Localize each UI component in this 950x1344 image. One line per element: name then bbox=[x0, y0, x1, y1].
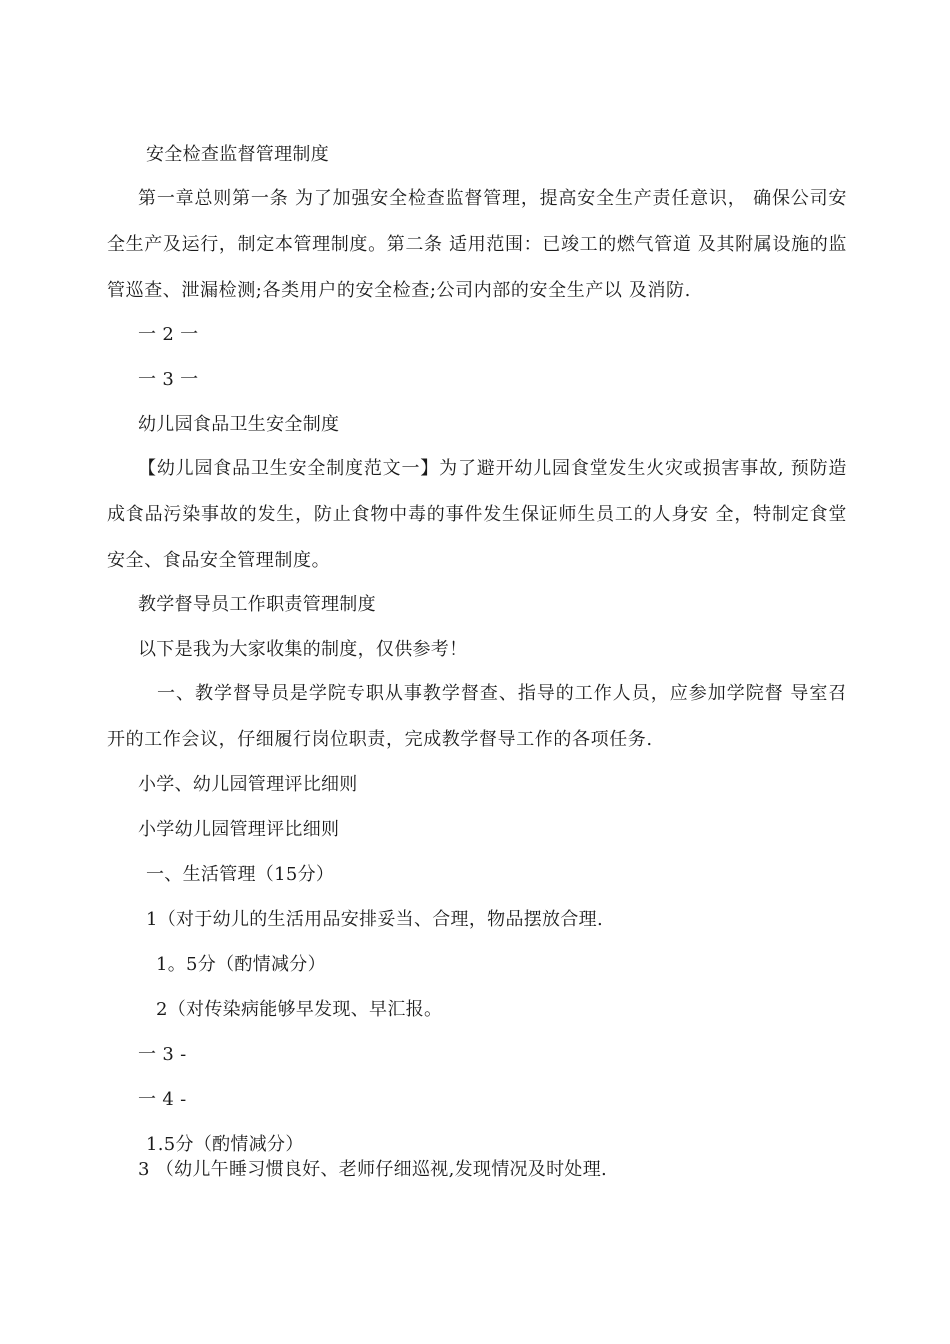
section-life-management: 一、生活管理（15分） bbox=[146, 864, 335, 885]
page-number-4: 一 4 - bbox=[138, 1089, 187, 1110]
item-1-score: 1。5分（酌情减分） bbox=[156, 954, 326, 975]
heading-teaching-supervisor: 教学督导员工作职责管理制度 bbox=[138, 594, 376, 615]
subheading-management-rules: 小学幼儿园管理评比细则 bbox=[138, 819, 340, 840]
heading-management-rules: 小学、幼儿园管理评比细则 bbox=[138, 774, 358, 795]
item-2-infectious-disease: 2（对传染病能够早发现、早汇报。 bbox=[156, 999, 443, 1020]
page-number-3: 一 3 一 bbox=[138, 369, 199, 390]
page-number-3b: 一 3 - bbox=[138, 1044, 187, 1065]
page-number-2: 一 2 一 bbox=[138, 324, 199, 345]
paragraph-food-safety: 【幼儿园食品卫生安全制度范文一】为了避开幼儿园食堂发生火灾或损害事故, 预防造成食品污染事故的发生，防止食物中毒的事件发生保证师生员工的人身安 全，特制定食堂安全、食品安全管理制度。 bbox=[107, 458, 847, 571]
text-reference-note: 以下是我为大家收集的制度，仅供参考！ bbox=[138, 639, 468, 660]
heading-safety-inspection: 安全检查监督管理制度 bbox=[146, 144, 329, 165]
paragraph-general-provisions: 第一章总则第一条 为了加强安全检查监督管理，提高安全生产责任意识， 确保公司安全生产及运行，制定本管理制度。第二条 适用范围：已竣工的燃气管道 及其附属设施的监管巡查、泄漏检测;各类用户的安全检查;公司内部的安全生产以 及消防. bbox=[107, 188, 847, 301]
item-1-daily-supplies: 1（对于幼儿的生活用品安排妥当、合理，物品摆放合理. bbox=[146, 909, 603, 930]
paragraph-supervisor-duties: 一、教学督导员是学院专职从事教学督查、指导的工作人员，应参加学院督 导室召开的工作会议，仔细履行岗位职责，完成教学督导工作的各项任务. bbox=[107, 683, 847, 750]
item-3-nap-habits: 3 （幼儿午睡习惯良好、老师仔细巡视,发现情况及时处理. bbox=[138, 1159, 608, 1180]
heading-kindergarten-food-safety: 幼儿园食品卫生安全制度 bbox=[138, 414, 340, 435]
item-2-score: 1.5分（酌情减分） bbox=[146, 1134, 304, 1155]
